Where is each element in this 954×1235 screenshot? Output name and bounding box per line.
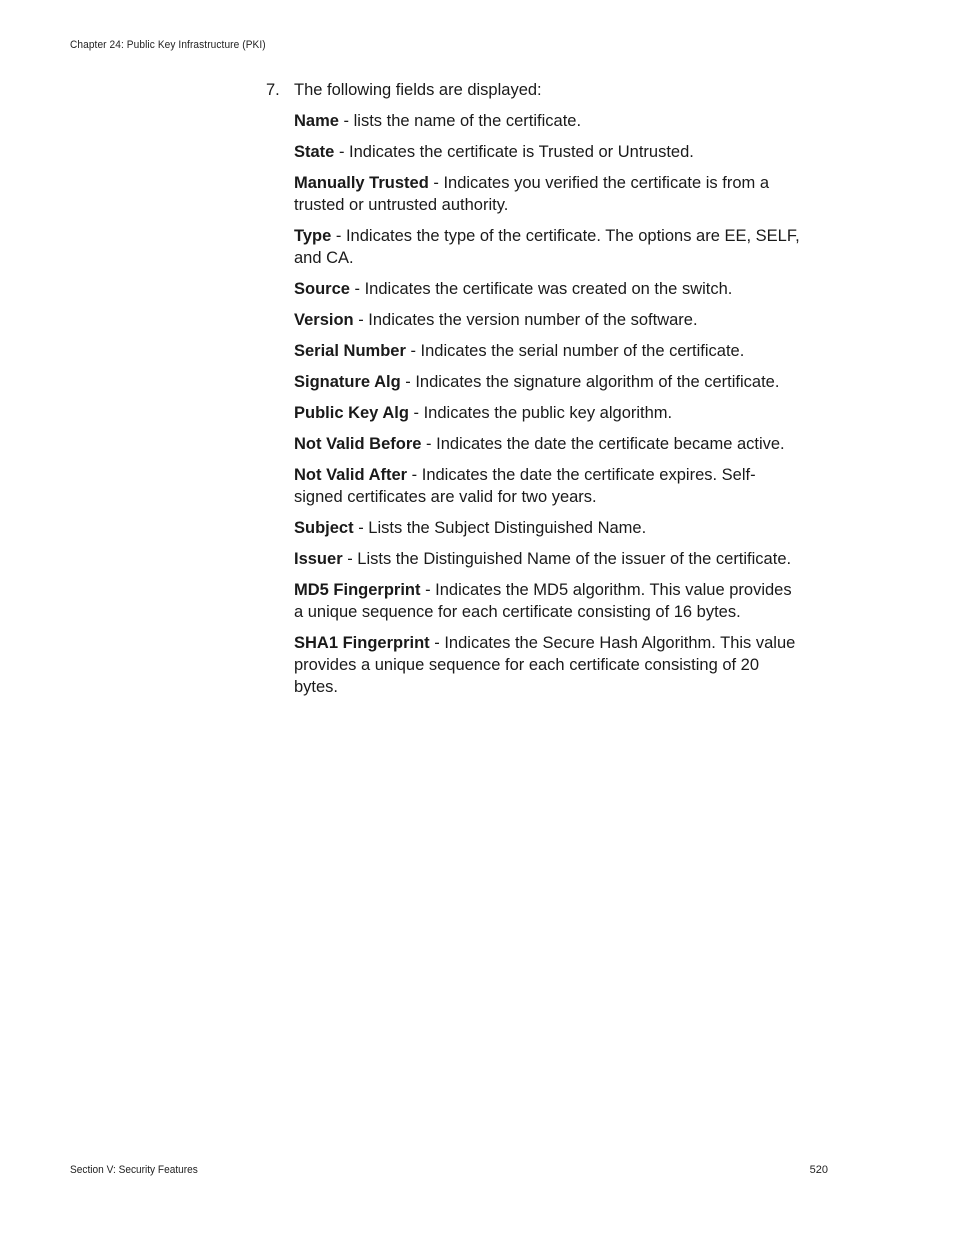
field-name: Subject [294, 519, 354, 537]
field-name: Issuer [294, 550, 343, 568]
field-description: - Indicates the date the certificate expires. Self-signed certificates are valid for two years. [294, 466, 756, 506]
field-item [294, 340, 804, 362]
field-item [294, 278, 804, 300]
field-item [294, 110, 804, 132]
field-item [294, 141, 804, 163]
field-name: State [294, 143, 335, 161]
field-name: Not Valid After [294, 466, 408, 484]
field-name: Source [294, 280, 350, 298]
field-description: - Indicates the certificate was created on the switch. [349, 280, 733, 298]
field-name: Type [294, 227, 332, 245]
field-name: Not Valid Before [294, 435, 422, 453]
field-description: - Indicates the serial number of the certificate. [405, 342, 745, 360]
field-description: - Indicates the version number of the software. [353, 311, 698, 329]
field-item [294, 371, 804, 393]
field-description: - Indicates the certificate is Trusted or Untrusted. [334, 143, 694, 161]
field-name: Signature Alg [294, 373, 401, 391]
running-footer: Section V: Security Features [70, 1164, 198, 1176]
step-intro: The following fields are displayed: [294, 81, 542, 99]
field-item [294, 172, 804, 216]
field-item [294, 579, 804, 623]
field-name: Serial Number [294, 342, 406, 360]
field-description: - Lists the Distinguished Name of the issuer of the certificate. [342, 550, 792, 568]
field-name: Public Key Alg [294, 404, 409, 422]
field-description: - Indicates the MD5 algorithm. This value provides a unique sequence for each certificate consisting of 16 bytes. [294, 581, 792, 621]
field-name: Name [294, 112, 339, 130]
field-item [294, 433, 804, 455]
field-description: - Lists the Subject Distinguished Name. [353, 519, 647, 537]
field-description: - Indicates the Secure Hash Algorithm. This value provides a unique sequence for each certificate consisting of 20 bytes. [294, 634, 796, 696]
step-7 [266, 80, 806, 707]
field-name: Manually Trusted [294, 174, 429, 192]
field-item [294, 517, 804, 539]
field-description: - Indicates the signature algorithm of the certificate. [400, 373, 780, 391]
field-item [294, 225, 804, 269]
field-item [294, 632, 804, 698]
field-item [294, 464, 804, 508]
field-description: - lists the name of the certificate. [338, 112, 582, 130]
field-name: Version [294, 311, 354, 329]
field-description: - Indicates the public key algorithm. [408, 404, 673, 422]
field-description: - Indicates the type of the certificate. The options are EE, SELF, and CA. [294, 227, 800, 267]
field-item [294, 548, 804, 570]
field-description: - Indicates you verified the certificate is from a trusted or untrusted authority. [294, 174, 770, 214]
step-line [266, 80, 806, 100]
field-item [294, 402, 804, 424]
field-name: SHA1 Fingerprint [294, 634, 430, 652]
field-name: MD5 Fingerprint [294, 581, 421, 599]
field-item [294, 309, 804, 331]
page-number: 520 [809, 1164, 828, 1176]
running-header: Chapter 24: Public Key Infrastructure (PKI) [70, 39, 266, 51]
field-list [294, 110, 806, 698]
step-number: 7. [266, 81, 280, 99]
field-description: - Indicates the date the certificate became active. [421, 435, 785, 453]
